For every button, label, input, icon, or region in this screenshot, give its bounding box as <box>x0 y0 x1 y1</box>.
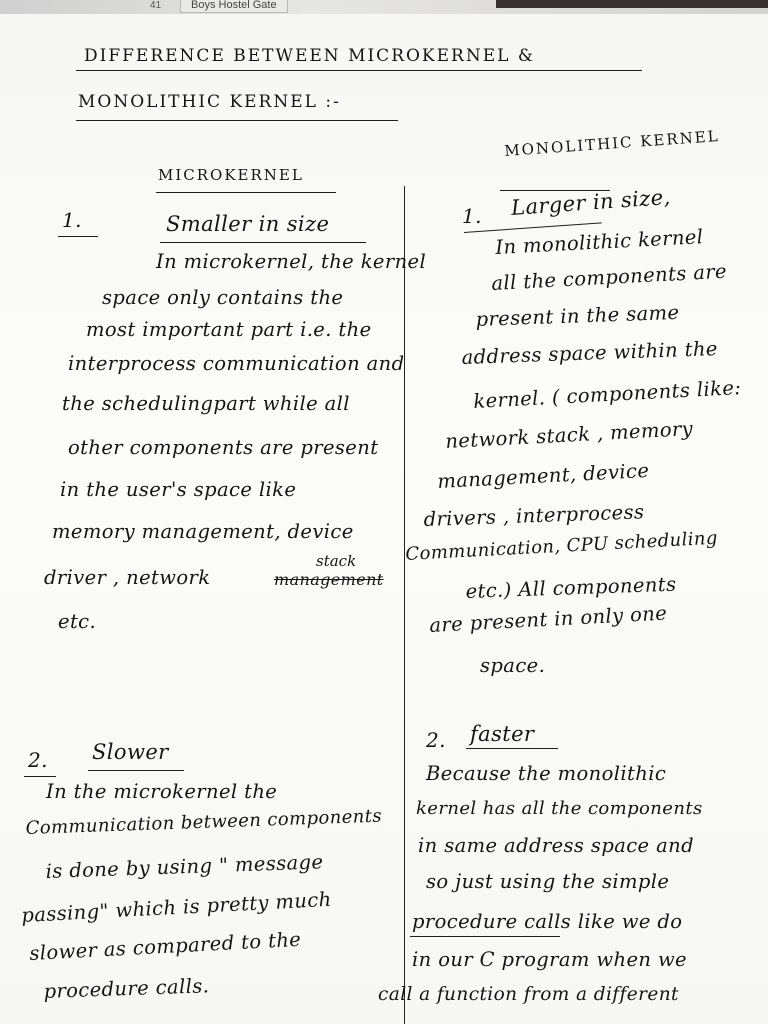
text-line: In monolithic kernel <box>494 225 704 259</box>
strip-label: Boys Hostel Gate <box>180 0 288 13</box>
text-line: in our C program when we <box>412 948 687 971</box>
text-line: procedure calls like we do <box>412 910 683 933</box>
text-line: passing" which is pretty much <box>20 887 333 927</box>
strip-number: 41 <box>150 0 162 11</box>
text-line: space. <box>480 654 546 677</box>
point-1-number-right: 1. <box>462 204 482 228</box>
text-line: etc. <box>58 610 97 633</box>
text-line: so just using the simple <box>426 870 670 893</box>
text-line: slower as compared to the <box>28 927 302 965</box>
point-2-heading-underline-right <box>466 748 558 749</box>
text-line: the schedulingpart while all <box>62 392 350 415</box>
text-line: in the user's space like <box>60 478 297 501</box>
text-line: kernel has all the components <box>416 798 703 819</box>
struck-word: management <box>274 570 384 589</box>
point-1-heading-underline-left <box>160 242 366 243</box>
text-line: interprocess communication and <box>68 352 405 375</box>
point-1-number-underline-left <box>58 236 98 237</box>
strip-dark-edge <box>496 0 768 8</box>
text-line: In microkernel, the kernel <box>156 250 427 273</box>
text-line: Communication between components <box>25 805 383 839</box>
column-divider <box>404 186 405 1024</box>
text-line: in same address space and <box>418 834 694 857</box>
title-line-1: DIFFERENCE BETWEEN MICROKERNEL & <box>84 46 535 66</box>
text-line: memory management, device <box>52 520 354 543</box>
text-line: etc.) All components <box>465 572 677 603</box>
point-1-heading-right: Larger in size, <box>510 184 672 220</box>
text-line: management, device <box>436 458 650 493</box>
microkernel-underline <box>156 192 336 193</box>
text-line: drivers , interprocess <box>423 500 645 531</box>
monolithic-heading: MONOLITHIC KERNEL <box>503 126 721 160</box>
text-line: all the components are <box>490 259 728 295</box>
procedure-calls-underline <box>410 936 560 937</box>
text-line: address space within the <box>461 337 719 369</box>
text-line: Communication, CPU scheduling <box>404 527 719 565</box>
text-line: space only contains the <box>102 286 344 309</box>
text-line: other components are present <box>68 436 379 459</box>
title-underline-2 <box>76 120 398 121</box>
text-line: network stack , memory <box>444 417 694 453</box>
title-underline-1 <box>76 70 642 71</box>
text-line: most important part i.e. the <box>86 318 372 341</box>
point-2-number-left: 2. <box>28 748 48 772</box>
microkernel-heading: MICROKERNEL <box>158 166 304 184</box>
text-line: In the microkernel the <box>46 780 278 803</box>
text-line: is done by using " message <box>45 850 324 883</box>
point-1-heading-left: Smaller in size <box>166 212 330 236</box>
text-line: present in the same <box>475 300 680 331</box>
top-paper-strip <box>0 0 768 14</box>
point-2-number-underline-left <box>24 776 56 777</box>
text-line: kernel. ( components like: <box>472 376 742 413</box>
text-line: procedure calls. <box>43 974 210 1003</box>
point-2-heading-left: Slower <box>92 740 169 764</box>
point-2-heading-right: faster <box>470 722 535 746</box>
point-2-number-right: 2. <box>426 728 446 752</box>
text-line: driver , network <box>44 566 211 589</box>
text-line: are present in only one <box>428 601 668 637</box>
title-line-2: MONOLITHIC KERNEL :- <box>78 92 341 112</box>
text-line: Because the monolithic <box>426 762 667 785</box>
point-1-number-left: 1. <box>62 208 82 232</box>
inserted-word: stack <box>316 552 357 570</box>
point-2-heading-underline-left <box>88 770 184 771</box>
text-line: call a function from a different <box>378 984 679 1005</box>
